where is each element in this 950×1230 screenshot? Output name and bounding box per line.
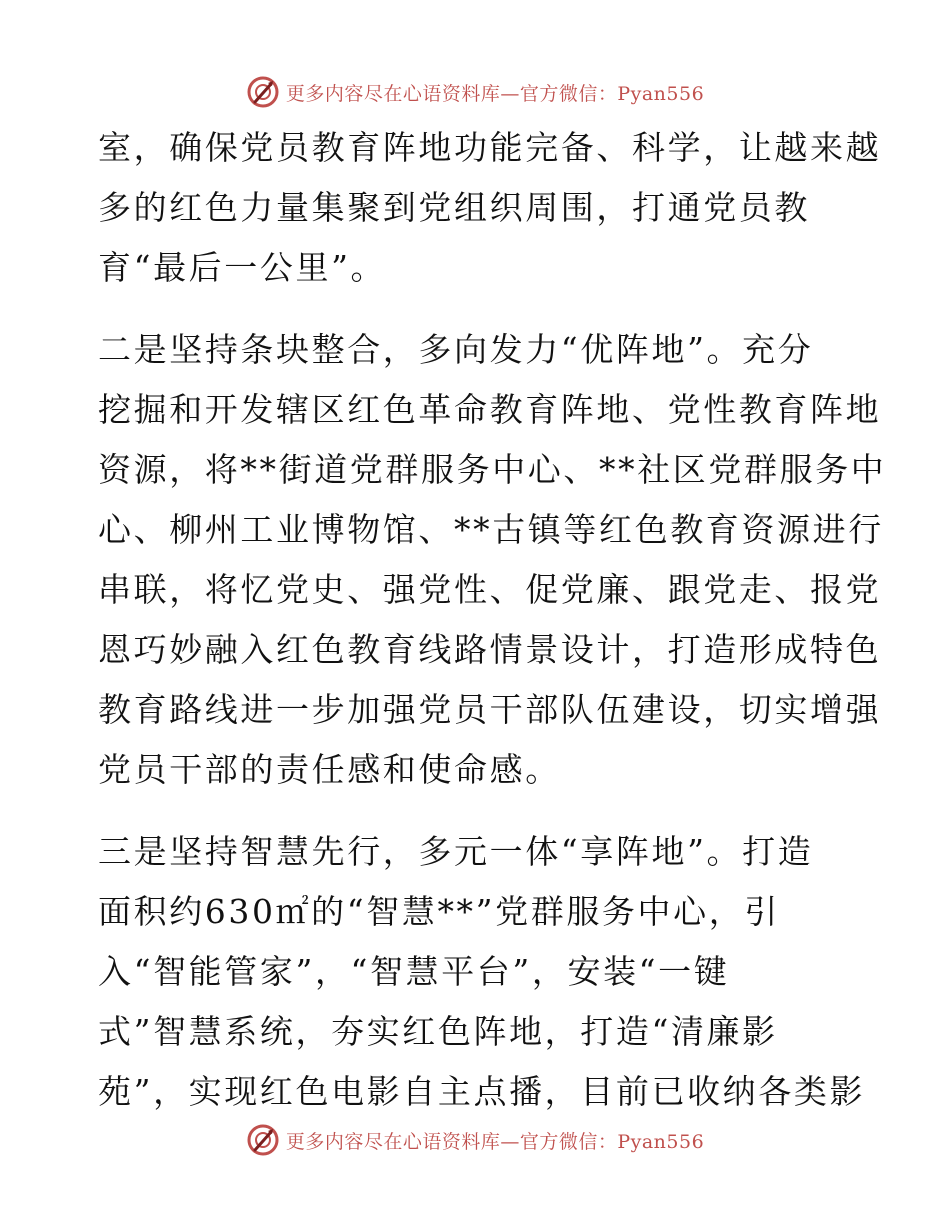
text-line: 挖掘和开发辖区红色革命教育阵地、党性教育阵地 — [98, 390, 882, 429]
text-line: 资源，将**街道党群服务中心、**社区党群服务中 — [98, 450, 887, 489]
text-line: 室，确保党员教育阵地功能完备、科学，让越来越 — [98, 128, 882, 167]
brand-logo-icon — [246, 1123, 280, 1157]
text-line: 教育路线进一步加强党员干部队伍建设，切实增强 — [98, 690, 882, 729]
paragraph-2 — [98, 320, 887, 800]
brand-logo-icon — [246, 75, 280, 109]
document-body — [98, 118, 887, 1122]
text-line: 式”智慧系统，夯实红色阵地，打造“清廉影 — [98, 1012, 778, 1051]
text-line: 面积约630㎡的“智慧**”党群服务中心，引 — [98, 892, 780, 931]
text-line: 串联，将忆党史、强党性、促党廉、跟党走、报党 — [98, 570, 882, 609]
footer-watermark-banner — [0, 1120, 950, 1160]
text-line: 入“智能管家”，“智慧平台”，安装“一键 — [98, 952, 730, 991]
paragraph-3 — [98, 822, 866, 1122]
text-line: 二是坚持条块整合，多向发力“优阵地”。充分 — [98, 330, 814, 369]
text-line: 苑”，实现红色电影自主点播，目前已收纳各类影 — [98, 1072, 866, 1111]
text-line: 党员干部的责任感和使命感。 — [98, 750, 561, 789]
header-watermark-banner — [0, 72, 950, 112]
banner-text: 更多内容尽在心语资料库—官方微信：Pyan556 — [285, 1130, 705, 1153]
paragraph-1 — [98, 118, 882, 298]
text-line: 多的红色力量集聚到党组织周围，打通党员教 — [98, 188, 810, 227]
text-line: 恩巧妙融入红色教育线路情景设计，打造形成特色 — [98, 630, 882, 669]
text-line: 心、柳州工业博物馆、**古镇等红色教育资源进行 — [98, 510, 884, 549]
text-line: 育“最后一公里”。 — [98, 248, 387, 287]
banner-text: 更多内容尽在心语资料库—官方微信：Pyan556 — [285, 82, 705, 105]
text-line: 三是坚持智慧先行，多元一体“享阵地”。打造 — [98, 832, 814, 871]
